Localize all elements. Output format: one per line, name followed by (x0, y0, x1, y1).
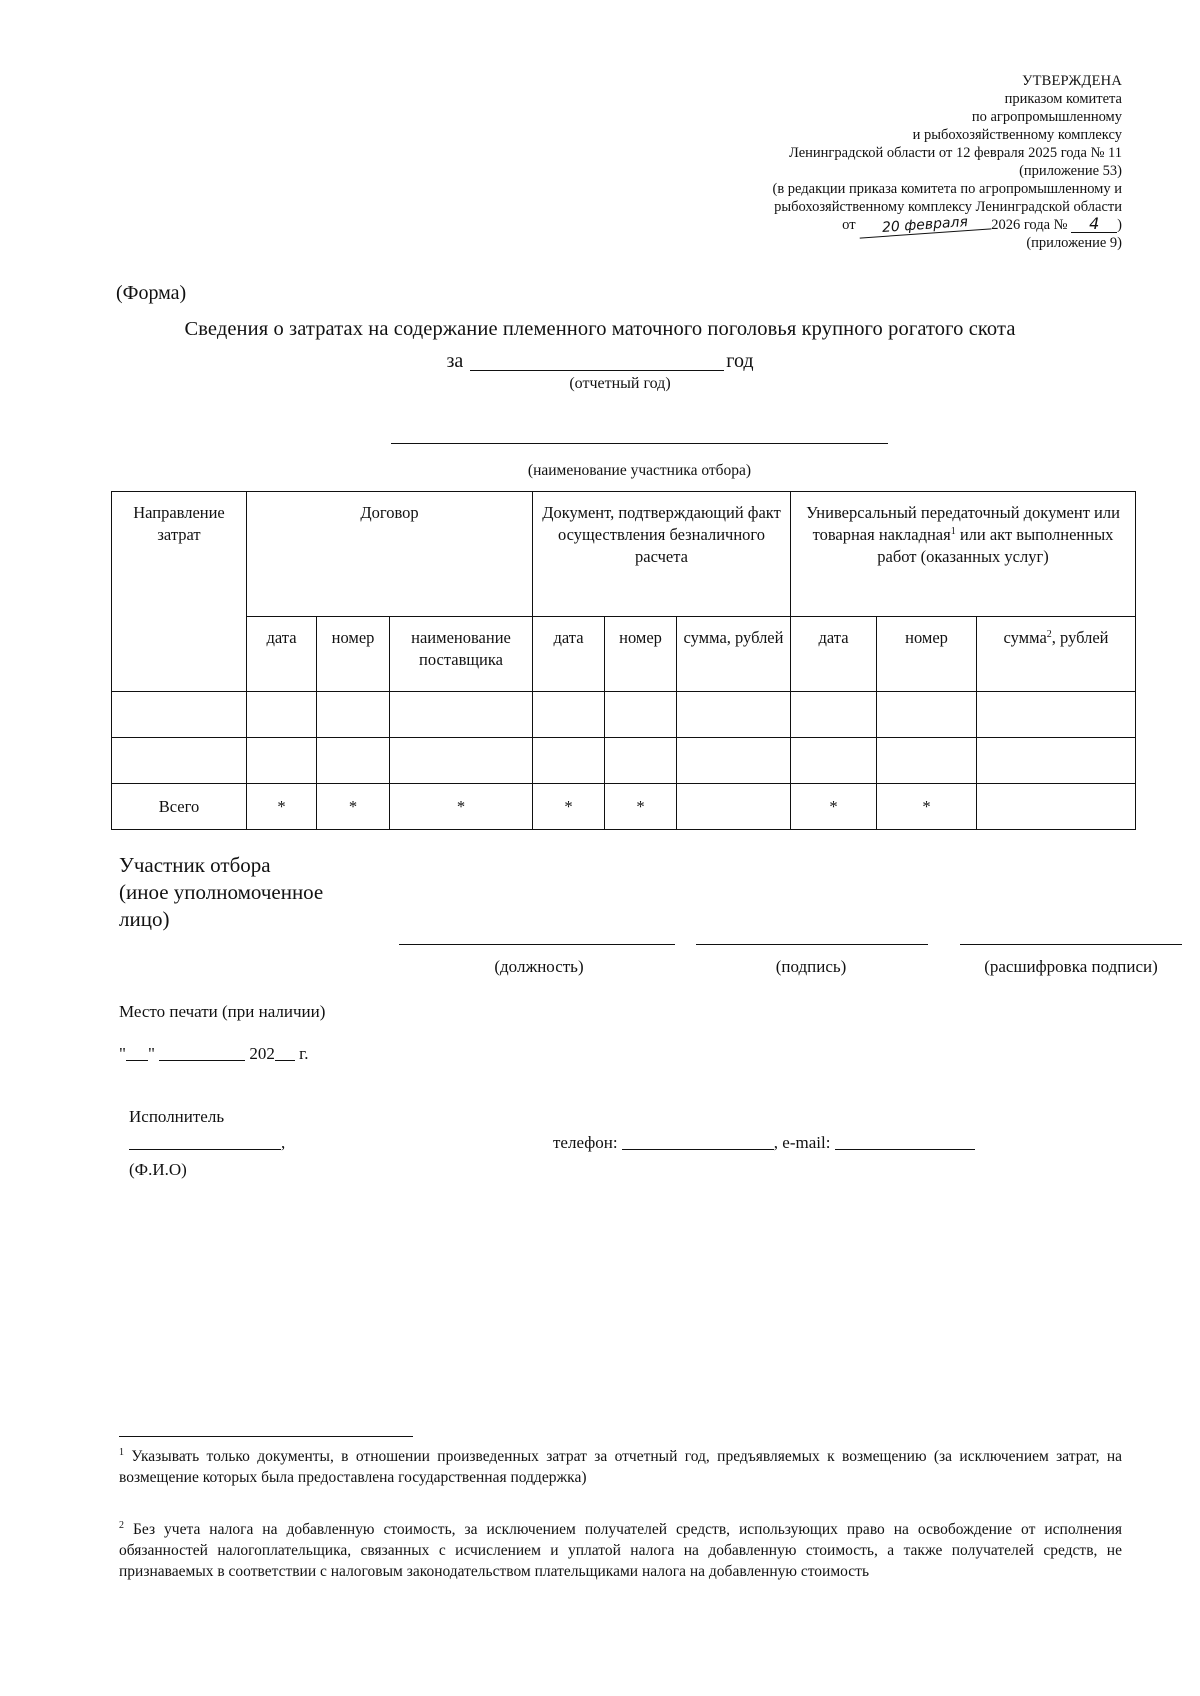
table-cell[interactable] (977, 692, 1136, 738)
edition-prefix: от (842, 217, 856, 233)
quote-open: " (119, 1044, 126, 1063)
table-cell[interactable] (533, 692, 605, 738)
footnote-mark: 2 (119, 1520, 124, 1531)
handwritten-edition-number: 4 (1071, 216, 1117, 233)
sub-payment-date: дата (533, 617, 605, 692)
year-prefix: 202 (249, 1044, 275, 1063)
signature-decoding-field[interactable] (960, 944, 1182, 945)
position-field[interactable] (399, 944, 675, 945)
signer-line: лицо) (119, 907, 170, 931)
table-cell[interactable] (791, 692, 877, 738)
table-cell[interactable] (605, 738, 677, 784)
sub-contract-supplier: наименование поставщика (390, 617, 533, 692)
sub-upd-sum-rest: , рублей (1051, 628, 1109, 647)
expenses-table (111, 491, 1136, 830)
table-cell[interactable] (247, 692, 317, 738)
signer-line: Участник отбора (119, 853, 271, 877)
approval-line: Ленинградской области от 12 февраля 2025 года № 11 (788, 145, 1122, 161)
footnote-text: Указывать только документы, в отношении произведенных затрат за отчетный год, предъявляемых к возмещению (за исключением затрат, на возмещение которых была предоставлена государственная поддержка) (119, 1448, 1122, 1486)
table-cell[interactable] (317, 692, 390, 738)
header-payment-document: Документ, подтверждающий факт осуществления безналичного расчета (533, 492, 791, 617)
total-cell: * (247, 784, 317, 830)
approval-heading: УТВЕРЖДЕНА (1022, 73, 1122, 89)
email-label: , e-mail: (773, 1133, 831, 1152)
sub-upd-sum (977, 617, 1136, 692)
caption-signature: (подпись) (775, 957, 847, 976)
phone-field[interactable] (622, 1133, 774, 1150)
signer-line: (иное уполномоченное (119, 880, 324, 904)
approval-line: (приложение 53) (1019, 163, 1122, 179)
total-cell: * (390, 784, 533, 830)
footnote-text: Без учета налога на добавленную стоимость, за исключением получателей средств, использующих право на освобождение от исполнения обязанностей налогоплательщика, связанных с исчислением и уплатой налога на добавленную стоимость, а также получателей средств, не признаваемых в соответствии с налоговым законодательством плательщиками налога на добавленную стоимость (119, 1521, 1122, 1580)
table-total-row (112, 784, 1136, 830)
table-cell[interactable] (247, 738, 317, 784)
table-row (112, 738, 1136, 784)
handwritten-edition-date: 20 февраля (859, 212, 992, 238)
approval-edition-line (562, 216, 1122, 234)
month-field[interactable] (159, 1044, 245, 1061)
executor-comma: , (281, 1133, 286, 1152)
table-cell[interactable] (977, 738, 1136, 784)
phone-label: телефон: (553, 1133, 618, 1152)
sub-upd-sum-main: сумма (1003, 628, 1047, 647)
table-cell[interactable] (791, 738, 877, 784)
footnote-divider (119, 1436, 413, 1437)
document-title: Сведения о затратах на содержание племенного маточного поголовья крупного рогатого скота (184, 318, 1016, 340)
table-cell[interactable] (677, 738, 791, 784)
total-cell: * (791, 784, 877, 830)
period-suffix: год (726, 350, 754, 372)
period-prefix: за (446, 350, 464, 372)
signer-label (119, 852, 323, 933)
approval-line: (в редакции приказа комитета по агропромышленному и (772, 181, 1122, 197)
table-cell[interactable] (677, 692, 791, 738)
sub-upd-number: номер (877, 617, 977, 692)
approval-block (562, 72, 1122, 252)
quote-close: " (147, 1044, 155, 1063)
total-upd-sum[interactable] (977, 784, 1136, 830)
year-digit-field[interactable] (275, 1044, 295, 1061)
table-cell[interactable] (112, 692, 247, 738)
table-cell[interactable] (112, 738, 247, 784)
footnote-2 (119, 1519, 1122, 1582)
executor-name-line (129, 1133, 285, 1153)
table-cell[interactable] (605, 692, 677, 738)
participant-name-field[interactable] (391, 443, 888, 444)
total-cell: * (605, 784, 677, 830)
seal-place: Место печати (при наличии) (119, 1002, 326, 1021)
header-upd-main: Универсальный передаточный документ или товарная накладная (806, 503, 1120, 544)
header-contract: Договор (247, 492, 533, 617)
date-row (119, 1044, 308, 1064)
edition-close: ) (1117, 217, 1122, 233)
reporting-period-line (0, 350, 1200, 373)
table-cell[interactable] (533, 738, 605, 784)
contacts-line (553, 1133, 975, 1153)
total-cell: * (317, 784, 390, 830)
approval-line: по агропромышленному (971, 109, 1122, 125)
caption-decoding: (расшифровка подписи) (984, 957, 1158, 976)
form-label: (Форма) (116, 282, 187, 304)
signature-field[interactable] (696, 944, 928, 945)
sub-contract-number: номер (317, 617, 390, 692)
table-cell[interactable] (317, 738, 390, 784)
period-caption: (отчетный год) (569, 375, 671, 392)
total-label: Всего (112, 784, 247, 830)
total-payment-sum[interactable] (677, 784, 791, 830)
sub-contract-date: дата (247, 617, 317, 692)
approval-line: рыбохозяйственному комплексу Ленинградской области (774, 199, 1122, 215)
caption-position: (должность) (494, 957, 584, 976)
day-field[interactable] (126, 1044, 148, 1061)
year-suffix: г. (299, 1044, 309, 1063)
footnote-ref: 2 (1046, 629, 1052, 640)
approval-line: приказом комитета (1004, 91, 1122, 107)
table-cell[interactable] (390, 738, 533, 784)
sub-payment-number: номер (605, 617, 677, 692)
executor-name-field[interactable] (129, 1133, 281, 1150)
table-cell[interactable] (390, 692, 533, 738)
total-cell: * (877, 784, 977, 830)
footnote-1 (119, 1446, 1122, 1488)
table-cell[interactable] (877, 692, 977, 738)
footnote-mark: 1 (119, 1447, 124, 1458)
reporting-year-field[interactable] (470, 350, 724, 371)
header-upd-rest: или акт выполненных работ (оказанных услуг) (877, 525, 1114, 566)
table-cell[interactable] (877, 738, 977, 784)
edition-year-text: 2026 года № (991, 217, 1068, 233)
header-direction: Направление затрат (112, 492, 247, 692)
email-field[interactable] (835, 1133, 975, 1150)
approval-line: и рыбохозяйственному комплексу (912, 127, 1122, 143)
header-upd (791, 492, 1136, 617)
table-header-row (112, 492, 1136, 617)
approval-appendix: (приложение 9) (1026, 235, 1122, 251)
table-row (112, 692, 1136, 738)
total-cell: * (533, 784, 605, 830)
sub-payment-sum: сумма, рублей (677, 617, 791, 692)
executor-name-caption: (Ф.И.О) (129, 1160, 187, 1179)
footnote-ref: 1 (950, 526, 956, 537)
table-subheader-row (112, 617, 1136, 692)
sub-upd-date: дата (791, 617, 877, 692)
executor-label: Исполнитель (129, 1107, 225, 1126)
participant-caption: (наименование участника отбора) (527, 462, 752, 479)
